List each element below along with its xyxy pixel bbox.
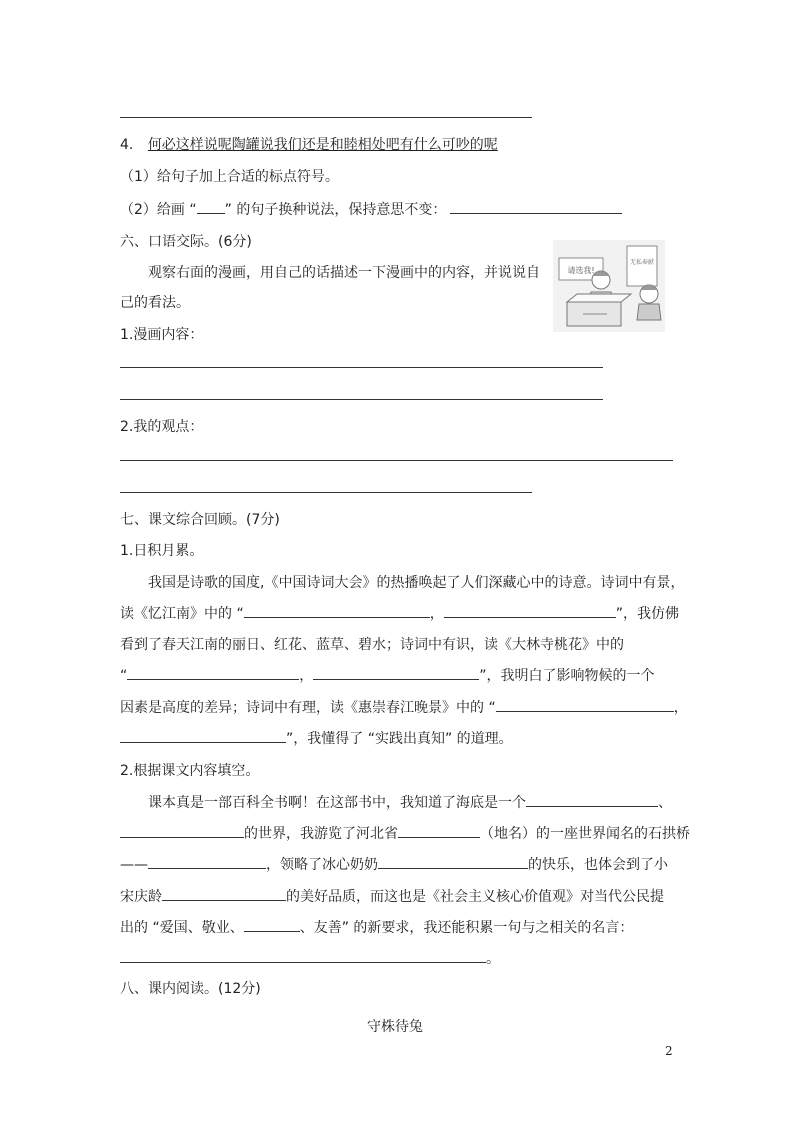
answer-blank[interactable] (127, 665, 299, 680)
answer-blank[interactable] (244, 917, 300, 932)
answer-line[interactable] (120, 367, 603, 368)
answer-blank[interactable] (398, 823, 480, 838)
q4-sub2-text-b: ” 的句子换种说法，保持意思不变： (224, 202, 447, 218)
section-7-item1: 1.日积月累。 (120, 543, 204, 559)
section-6-heading: 六、口语交际。(6分) (120, 234, 252, 250)
comic-sign-1: 请选我! (567, 266, 595, 275)
s7-p1-line4 (120, 665, 655, 685)
answer-blank[interactable] (450, 199, 622, 214)
s7-p1-line6 (120, 728, 513, 748)
s7-p2-line1 (120, 792, 672, 812)
blank (197, 199, 225, 214)
text: 出的 “爱国、敬业、 (120, 920, 244, 936)
text: 、 (658, 795, 672, 811)
text: ， (673, 700, 688, 716)
s7-p1-line2 (120, 603, 679, 623)
q4-sentence (120, 134, 498, 154)
text: 的快乐，也体会到了小 (528, 857, 668, 873)
q4-number: 4. (120, 137, 134, 153)
s7-p2-line4 (120, 886, 664, 906)
answer-blank[interactable] (313, 665, 479, 680)
s7-p2-line2 (120, 823, 690, 843)
text: （地名）的一座世界闻名的石拱桥 (480, 826, 690, 842)
text: ”，我仿佛 (615, 606, 679, 622)
answer-line[interactable] (120, 492, 532, 493)
q4-underlined-sentence: 何必这样说呢陶罐说我们还是和睦相处吧有什么可吵的呢 (147, 137, 498, 153)
section-8-heading: 八、课内阅读。(12分) (120, 981, 261, 997)
q4-sub2 (120, 199, 622, 219)
text: ”，我懂得了 “实践出真知” 的道理。 (286, 731, 513, 747)
text: 。 (486, 951, 500, 967)
answer-line[interactable] (120, 460, 673, 461)
s7-p1-line5 (120, 697, 688, 717)
text: ，领略了冰心奶奶 (266, 857, 378, 873)
answer-blank[interactable] (496, 697, 674, 712)
s7-p2-line3 (120, 854, 668, 874)
section-6-item1: 1.漫画内容： (120, 327, 204, 343)
comic-image (553, 240, 665, 332)
text: —— (120, 857, 148, 873)
text: ”，我明白了影响物候的一个 (479, 668, 655, 684)
text: 因素是高度的差异；诗词中有理，读《惠崇春江晚景》中的 “ (120, 700, 496, 716)
s7-p2-line5 (120, 917, 633, 937)
text: 的美好品质，而这也是《社会主义核心价值观》对当代公民提 (286, 889, 664, 905)
q4-sub1: （1）给句子加上合适的标点符号。 (120, 169, 339, 185)
answer-blank[interactable] (120, 823, 244, 838)
text: ， (429, 606, 444, 622)
q4-sub2-text-a: （2）给画 “ (120, 202, 197, 218)
answer-blank[interactable] (148, 854, 266, 869)
section-6-prompt-line1: 观察右面的漫画，用自己的话描述一下漫画中的内容，并说说自 (148, 265, 540, 281)
answer-blank[interactable] (120, 948, 486, 963)
answer-line[interactable] (120, 399, 603, 400)
s7-p1-line3: 看到了春天江南的丽日、红花、蓝草、碧水；诗词中有识，读《大林寺桃花》中的 (120, 637, 624, 653)
text: 读《忆江南》中的 “ (120, 606, 244, 622)
text: 课本真是一部百科全书啊！在这部书中，我知道了海底是一个 (148, 795, 526, 811)
answer-blank[interactable] (378, 854, 528, 869)
answer-blank[interactable] (444, 603, 616, 618)
text: ， (299, 668, 314, 684)
answer-blank[interactable] (120, 728, 286, 743)
s7-p1-line1: 我国是诗歌的国度,《中国诗词大会》的热播唤起了人们深藏心中的诗意。诗词中有景， (148, 575, 685, 591)
section-6-item2: 2.我的观点： (120, 419, 204, 435)
text: 、友善” 的新要求，我还能积累一句与之相关的名言： (299, 920, 634, 936)
text: 宋庆龄 (120, 889, 162, 905)
section-6-prompt-line2: 己的看法。 (120, 295, 190, 311)
text: 的世界，我游览了河北省 (244, 826, 398, 842)
text: “ (120, 668, 128, 684)
answer-line[interactable] (120, 117, 532, 118)
section-7-heading: 七、课文综合回顾。(7分) (120, 512, 280, 528)
s7-p2-line6 (120, 948, 500, 968)
answer-blank[interactable] (162, 886, 286, 901)
answer-blank[interactable] (526, 792, 658, 807)
section-7-item2: 2.根据课文内容填空。 (120, 763, 260, 779)
comic-sign-2: 无私奉献 (629, 259, 655, 266)
answer-blank[interactable] (244, 603, 430, 618)
reading-title: 守株待兔 (367, 1019, 423, 1035)
page-number: 2 (665, 1044, 673, 1058)
